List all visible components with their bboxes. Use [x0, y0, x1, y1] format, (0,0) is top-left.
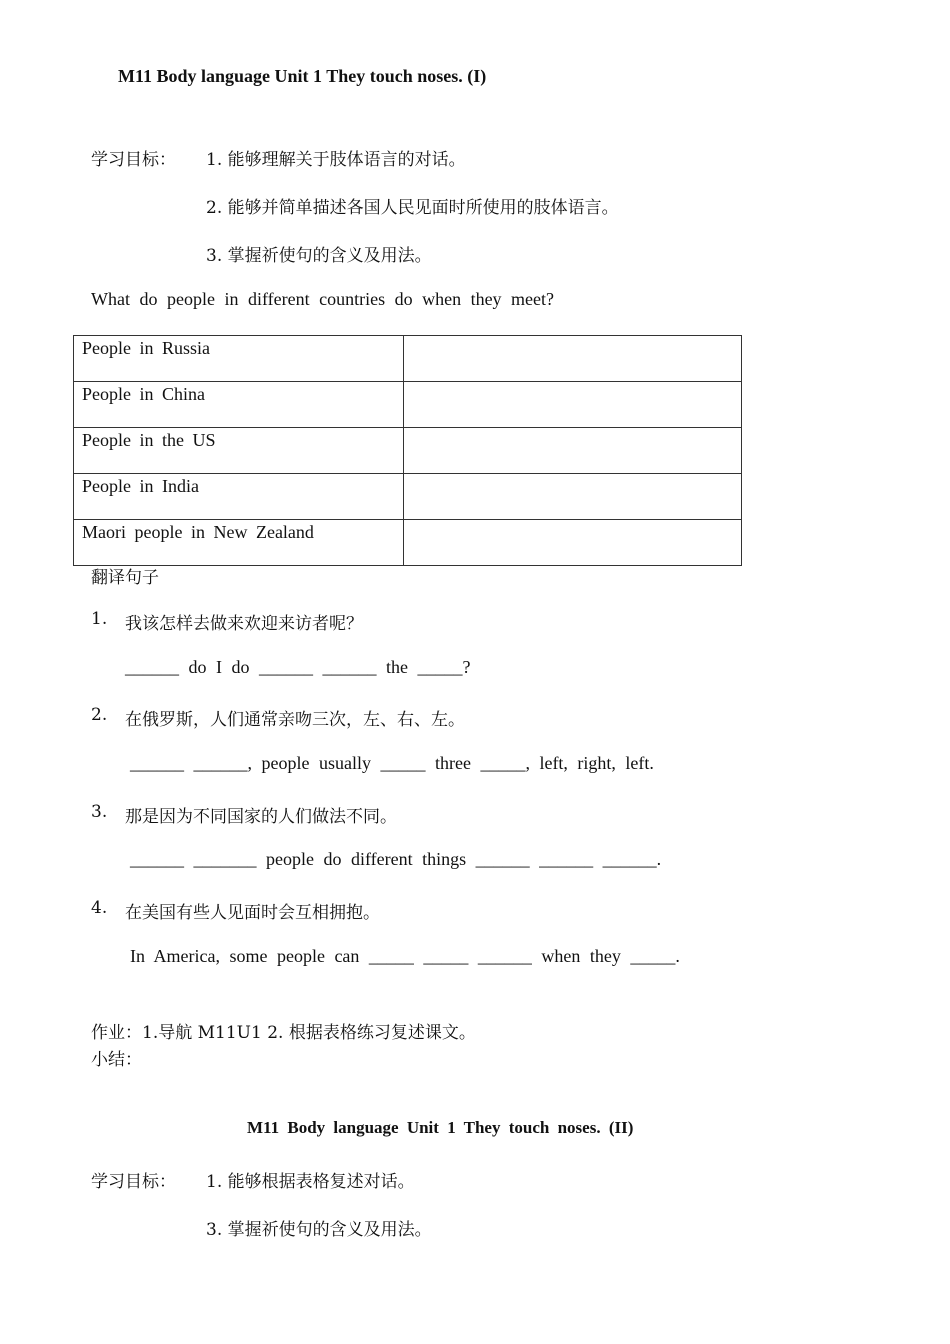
answer-cell[interactable] — [404, 336, 742, 382]
homework-line: 作业：1.导航 M11U1 2. 根据表格练习复述课文。 — [91, 1023, 476, 1043]
table-row — [74, 336, 742, 382]
translate-cn-1: 我该怎样去做来欢迎来访者呢？ — [125, 614, 363, 634]
goals-label-1: 学习目标： — [91, 150, 176, 170]
translate-cn-3: 那是因为不同国家的人们做法不同。 — [125, 807, 397, 827]
answer-cell[interactable] — [404, 474, 742, 520]
translate-num-3: 3. — [91, 802, 108, 822]
translate-num-2: 2. — [91, 705, 108, 725]
country-cell: Maori people in New Zealand — [74, 520, 404, 566]
table-row — [74, 474, 742, 520]
translate-en-4: In America, some people can _____ _____ ______ when they _____. — [130, 946, 680, 966]
translate-num-1: 1. — [91, 609, 108, 629]
table-row — [74, 520, 742, 566]
countries-table — [73, 335, 742, 566]
goal2-item-1: 1. 能够根据表格复述对话。 — [206, 1172, 415, 1192]
question-text: What do people in different countries do when they meet? — [91, 289, 555, 309]
goal-item-2: 2. 能够并简单描述各国人民见面时所使用的肢体语言。 — [206, 198, 619, 218]
summary-label: 小结： — [91, 1050, 142, 1070]
lesson-title-2: M11 Body language Unit 1 They touch noses. (II) — [247, 1118, 634, 1137]
translate-cn-4: 在美国有些人见面时会互相拥抱。 — [125, 903, 380, 923]
table-row — [74, 382, 742, 428]
lesson-title-1: M11 Body language Unit 1 They touch noses. (I) — [118, 66, 487, 86]
goal-item-1: 1. 能够理解关于肢体语言的对话。 — [206, 150, 466, 170]
answer-cell[interactable] — [404, 382, 742, 428]
table-row — [74, 428, 742, 474]
country-cell: People in Russia — [74, 336, 404, 382]
translate-en-3: ______ _______ people do different things ______ ______ ______. — [130, 849, 662, 869]
country-cell: People in the US — [74, 428, 404, 474]
answer-cell[interactable] — [404, 428, 742, 474]
translate-cn-2: 在俄罗斯，人们通常亲吻三次，左、右、左。 — [125, 710, 465, 730]
country-cell: People in China — [74, 382, 404, 428]
goal2-item-2: 3. 掌握祈使句的含义及用法。 — [206, 1220, 432, 1240]
translate-num-4: 4. — [91, 898, 108, 918]
goal-item-3: 3. 掌握祈使句的含义及用法。 — [206, 246, 432, 266]
answer-cell[interactable] — [404, 520, 742, 566]
translate-en-2: ______ ______, people usually _____ three _____, left, right, left. — [130, 753, 654, 773]
goals-label-2: 学习目标： — [91, 1172, 176, 1192]
translate-en-1: ______ do I do ______ ______ the _____? — [125, 657, 471, 677]
translate-heading: 翻译句子 — [91, 568, 159, 588]
country-cell: People in India — [74, 474, 404, 520]
